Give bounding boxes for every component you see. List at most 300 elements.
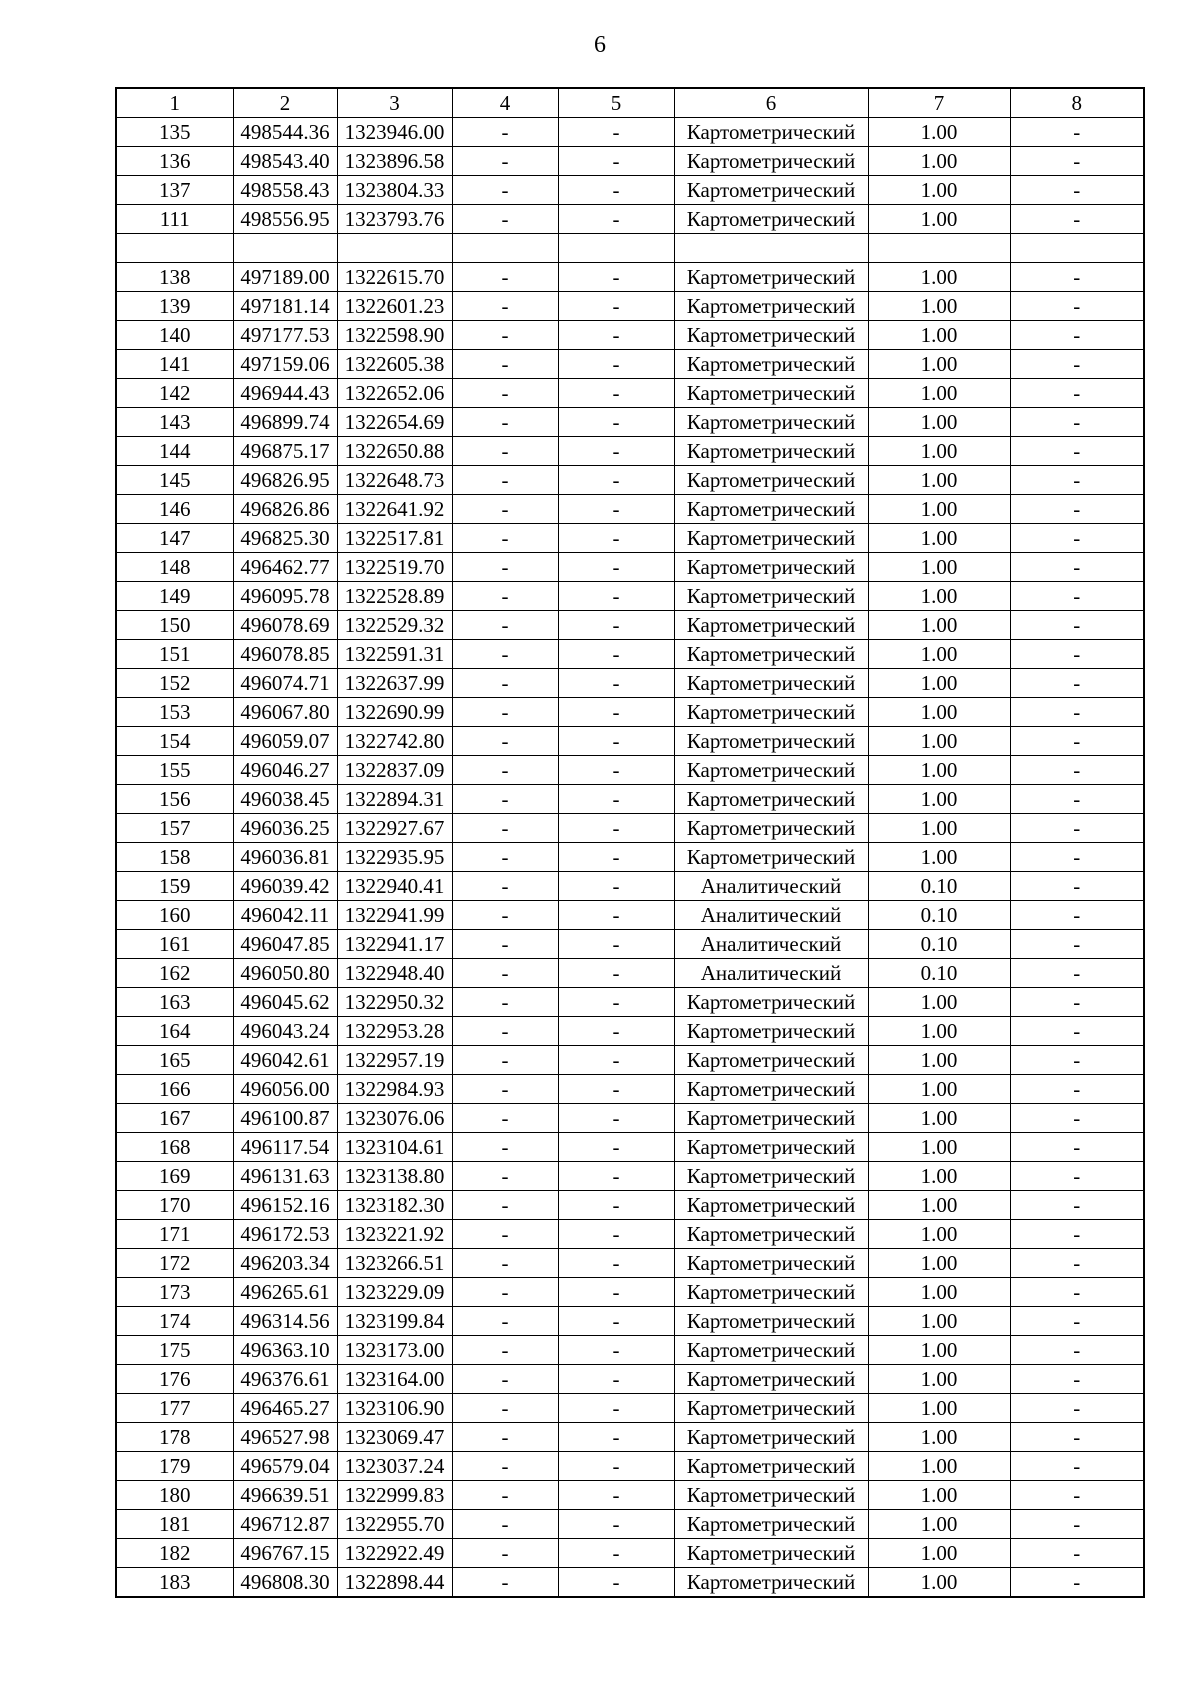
table-cell: - bbox=[558, 1452, 674, 1481]
table-cell: 1322941.99 bbox=[337, 901, 452, 930]
table-cell: Картометрический bbox=[674, 118, 868, 147]
table-cell: - bbox=[452, 437, 558, 466]
table-cell: 1323173.00 bbox=[337, 1336, 452, 1365]
table-cell: 160 bbox=[116, 901, 233, 930]
table-cell: 1322948.40 bbox=[337, 959, 452, 988]
table-cell: 165 bbox=[116, 1046, 233, 1075]
table-row bbox=[116, 1510, 1144, 1539]
table-cell: 496808.30 bbox=[233, 1568, 337, 1598]
table-cell: - bbox=[558, 814, 674, 843]
table-row bbox=[116, 1278, 1144, 1307]
table-cell: 1.00 bbox=[868, 727, 1010, 756]
table-cell: - bbox=[1010, 843, 1144, 872]
table-cell: - bbox=[558, 524, 674, 553]
table-cell: 167 bbox=[116, 1104, 233, 1133]
table-cell: 166 bbox=[116, 1075, 233, 1104]
table-cell: Картометрический bbox=[674, 582, 868, 611]
table-cell: - bbox=[558, 698, 674, 727]
table-cell: - bbox=[452, 1481, 558, 1510]
table-cell: - bbox=[452, 611, 558, 640]
table-cell: - bbox=[1010, 1365, 1144, 1394]
table-cell: 496095.78 bbox=[233, 582, 337, 611]
table-cell: 1323266.51 bbox=[337, 1249, 452, 1278]
table-cell: - bbox=[1010, 1481, 1144, 1510]
table-cell: - bbox=[1010, 1075, 1144, 1104]
table-cell: - bbox=[1010, 1307, 1144, 1336]
table-cell: Картометрический bbox=[674, 1162, 868, 1191]
table-cell: Картометрический bbox=[674, 669, 868, 698]
table-cell: - bbox=[1010, 147, 1144, 176]
table-row bbox=[116, 1220, 1144, 1249]
table-cell: 1.00 bbox=[868, 1249, 1010, 1278]
table-row bbox=[116, 466, 1144, 495]
table-row bbox=[116, 1365, 1144, 1394]
table-cell: 143 bbox=[116, 408, 233, 437]
table-cell: - bbox=[452, 263, 558, 292]
table-row bbox=[116, 176, 1144, 205]
table-cell: - bbox=[558, 205, 674, 234]
table-cell: 1323221.92 bbox=[337, 1220, 452, 1249]
table-cell: 158 bbox=[116, 843, 233, 872]
table-cell: 1322652.06 bbox=[337, 379, 452, 408]
table-row bbox=[116, 408, 1144, 437]
table-header-row bbox=[116, 88, 1144, 118]
table-cell: 164 bbox=[116, 1017, 233, 1046]
table-cell: - bbox=[1010, 1220, 1144, 1249]
table-cell: 161 bbox=[116, 930, 233, 959]
table-cell: 142 bbox=[116, 379, 233, 408]
table-cell: - bbox=[452, 1510, 558, 1539]
table-cell: 1.00 bbox=[868, 756, 1010, 785]
table-cell: - bbox=[452, 1162, 558, 1191]
table-cell: - bbox=[558, 1249, 674, 1278]
table-cell: - bbox=[452, 872, 558, 901]
table-cell: 0.10 bbox=[868, 959, 1010, 988]
table-cell: 1.00 bbox=[868, 1510, 1010, 1539]
table-cell: - bbox=[452, 466, 558, 495]
table-cell: - bbox=[558, 321, 674, 350]
table-row bbox=[116, 553, 1144, 582]
table-cell: 1.00 bbox=[868, 1336, 1010, 1365]
table-row bbox=[116, 582, 1144, 611]
table-cell: 496363.10 bbox=[233, 1336, 337, 1365]
table-cell: 1.00 bbox=[868, 988, 1010, 1017]
table-cell: 1322953.28 bbox=[337, 1017, 452, 1046]
table-cell: - bbox=[558, 1162, 674, 1191]
table-cell: - bbox=[1010, 640, 1144, 669]
table-cell: 1.00 bbox=[868, 582, 1010, 611]
table-cell: Картометрический bbox=[674, 1249, 868, 1278]
table-cell: 1322690.99 bbox=[337, 698, 452, 727]
table-cell: 0.10 bbox=[868, 872, 1010, 901]
table-cell: - bbox=[452, 292, 558, 321]
table-cell: - bbox=[452, 1017, 558, 1046]
column-header: 7 bbox=[868, 88, 1010, 118]
table-body bbox=[116, 118, 1144, 1598]
table-cell: 0.10 bbox=[868, 901, 1010, 930]
table-cell: - bbox=[452, 553, 558, 582]
table-cell bbox=[868, 234, 1010, 263]
table-cell: - bbox=[1010, 466, 1144, 495]
table-cell: 1323182.30 bbox=[337, 1191, 452, 1220]
table-row bbox=[116, 640, 1144, 669]
table-cell: 1.00 bbox=[868, 118, 1010, 147]
table-cell: 136 bbox=[116, 147, 233, 176]
table-cell: - bbox=[558, 263, 674, 292]
table-cell: 1323896.58 bbox=[337, 147, 452, 176]
table-cell: - bbox=[1010, 756, 1144, 785]
table-cell: - bbox=[1010, 669, 1144, 698]
table-cell: - bbox=[452, 1394, 558, 1423]
table-cell: 1.00 bbox=[868, 1481, 1010, 1510]
table-cell: 1322519.70 bbox=[337, 553, 452, 582]
table-cell: 496050.80 bbox=[233, 959, 337, 988]
table-cell: 1.00 bbox=[868, 1046, 1010, 1075]
table-cell: - bbox=[558, 437, 674, 466]
table-row bbox=[116, 1452, 1144, 1481]
table-cell: - bbox=[558, 582, 674, 611]
table-cell: - bbox=[1010, 1568, 1144, 1598]
table-cell: - bbox=[1010, 437, 1144, 466]
table-row bbox=[116, 379, 1144, 408]
table-cell: 159 bbox=[116, 872, 233, 901]
table-cell: Картометрический bbox=[674, 263, 868, 292]
table-cell: 1.00 bbox=[868, 1220, 1010, 1249]
table-cell: - bbox=[1010, 1104, 1144, 1133]
table-cell: 496465.27 bbox=[233, 1394, 337, 1423]
table-cell: 1.00 bbox=[868, 1104, 1010, 1133]
table-cell: 1.00 bbox=[868, 1162, 1010, 1191]
table-cell: 496826.86 bbox=[233, 495, 337, 524]
table-cell: 1.00 bbox=[868, 669, 1010, 698]
table-cell: 496039.42 bbox=[233, 872, 337, 901]
table-cell: - bbox=[452, 1539, 558, 1568]
table-cell: 496152.16 bbox=[233, 1191, 337, 1220]
table-cell: - bbox=[1010, 1046, 1144, 1075]
table-cell: - bbox=[558, 466, 674, 495]
table-row bbox=[116, 524, 1144, 553]
column-header: 3 bbox=[337, 88, 452, 118]
table-cell: 144 bbox=[116, 437, 233, 466]
table-cell: 171 bbox=[116, 1220, 233, 1249]
table-row bbox=[116, 147, 1144, 176]
table-cell: 496767.15 bbox=[233, 1539, 337, 1568]
table-cell: - bbox=[452, 640, 558, 669]
table-cell: Картометрический bbox=[674, 1365, 868, 1394]
table-cell: - bbox=[558, 1133, 674, 1162]
table-cell: - bbox=[1010, 1510, 1144, 1539]
table-cell: - bbox=[558, 1394, 674, 1423]
table-cell: 1323104.61 bbox=[337, 1133, 452, 1162]
table-cell: 496579.04 bbox=[233, 1452, 337, 1481]
table-cell: Картометрический bbox=[674, 1104, 868, 1133]
table-cell: 1322837.09 bbox=[337, 756, 452, 785]
table-cell: Картометрический bbox=[674, 1481, 868, 1510]
table-row bbox=[116, 901, 1144, 930]
table-cell: 1322999.83 bbox=[337, 1481, 452, 1510]
table-cell: Картометрический bbox=[674, 321, 868, 350]
table-cell: 496265.61 bbox=[233, 1278, 337, 1307]
table-cell: 138 bbox=[116, 263, 233, 292]
table-cell: - bbox=[1010, 1191, 1144, 1220]
table-cell: - bbox=[452, 1307, 558, 1336]
table-cell: 498558.43 bbox=[233, 176, 337, 205]
table-cell: Картометрический bbox=[674, 408, 868, 437]
table-cell: - bbox=[1010, 872, 1144, 901]
table-cell: - bbox=[558, 1191, 674, 1220]
table-cell: 169 bbox=[116, 1162, 233, 1191]
table-cell: 1.00 bbox=[868, 1191, 1010, 1220]
table-cell: - bbox=[1010, 524, 1144, 553]
table-cell: 1.00 bbox=[868, 408, 1010, 437]
table-cell: 1322935.95 bbox=[337, 843, 452, 872]
table-cell: - bbox=[1010, 727, 1144, 756]
table-row bbox=[116, 611, 1144, 640]
table-cell: Картометрический bbox=[674, 466, 868, 495]
table-cell: 1.00 bbox=[868, 292, 1010, 321]
table-cell: Картометрический bbox=[674, 1336, 868, 1365]
table-cell: 1.00 bbox=[868, 843, 1010, 872]
table-cell: - bbox=[558, 1220, 674, 1249]
table-cell: 1.00 bbox=[868, 1394, 1010, 1423]
table-cell: 152 bbox=[116, 669, 233, 698]
table-cell: 181 bbox=[116, 1510, 233, 1539]
table-row bbox=[116, 1191, 1144, 1220]
table-cell: 156 bbox=[116, 785, 233, 814]
table-cell: 496074.71 bbox=[233, 669, 337, 698]
table-cell: Картометрический bbox=[674, 1278, 868, 1307]
table-cell: - bbox=[452, 1278, 558, 1307]
table-cell: 1.00 bbox=[868, 524, 1010, 553]
table-cell: 497177.53 bbox=[233, 321, 337, 350]
table-cell: 496042.61 bbox=[233, 1046, 337, 1075]
table-row bbox=[116, 321, 1144, 350]
table-cell: 145 bbox=[116, 466, 233, 495]
table-row bbox=[116, 495, 1144, 524]
table-cell: Картометрический bbox=[674, 1539, 868, 1568]
table-cell: 496172.53 bbox=[233, 1220, 337, 1249]
table-cell: 1322601.23 bbox=[337, 292, 452, 321]
table-cell: - bbox=[452, 1452, 558, 1481]
table-cell: - bbox=[452, 1249, 558, 1278]
table-cell: - bbox=[1010, 408, 1144, 437]
table-row bbox=[116, 1423, 1144, 1452]
table-cell: 496046.27 bbox=[233, 756, 337, 785]
table-cell: - bbox=[1010, 1249, 1144, 1278]
table-row bbox=[116, 872, 1144, 901]
table-row bbox=[116, 205, 1144, 234]
table-cell: - bbox=[558, 901, 674, 930]
table-cell: Картометрический bbox=[674, 292, 868, 321]
table-cell: 1.00 bbox=[868, 1423, 1010, 1452]
table-cell: 496712.87 bbox=[233, 1510, 337, 1539]
table-cell: Картометрический bbox=[674, 1191, 868, 1220]
table-cell: 157 bbox=[116, 814, 233, 843]
column-header: 5 bbox=[558, 88, 674, 118]
table-cell: - bbox=[1010, 1452, 1144, 1481]
table-cell: - bbox=[558, 1075, 674, 1104]
table-cell: - bbox=[452, 988, 558, 1017]
table-row bbox=[116, 1539, 1144, 1568]
table-row bbox=[116, 1075, 1144, 1104]
table-row bbox=[116, 1336, 1144, 1365]
table-cell: - bbox=[452, 1423, 558, 1452]
table-cell: - bbox=[1010, 350, 1144, 379]
table-cell: - bbox=[558, 843, 674, 872]
table-cell: - bbox=[452, 843, 558, 872]
table-cell: - bbox=[452, 1046, 558, 1075]
table-cell: 1323229.09 bbox=[337, 1278, 452, 1307]
table-cell: Картометрический bbox=[674, 147, 868, 176]
table-cell: 1.00 bbox=[868, 553, 1010, 582]
table-cell: - bbox=[558, 1336, 674, 1365]
table-cell bbox=[337, 234, 452, 263]
table-cell bbox=[233, 234, 337, 263]
table-cell: Картометрический bbox=[674, 1423, 868, 1452]
table-cell: 182 bbox=[116, 1539, 233, 1568]
table-cell: 1322637.99 bbox=[337, 669, 452, 698]
table-cell: - bbox=[452, 1365, 558, 1394]
table-cell: 1322742.80 bbox=[337, 727, 452, 756]
table-cell: - bbox=[558, 640, 674, 669]
table-cell: - bbox=[558, 495, 674, 524]
table-cell: 1322648.73 bbox=[337, 466, 452, 495]
table-cell: 1.00 bbox=[868, 611, 1010, 640]
table-cell: 170 bbox=[116, 1191, 233, 1220]
table-cell: - bbox=[558, 1278, 674, 1307]
table-cell: Картометрический bbox=[674, 1452, 868, 1481]
table-cell: Картометрический bbox=[674, 1568, 868, 1598]
table-cell: 172 bbox=[116, 1249, 233, 1278]
table-cell: - bbox=[558, 379, 674, 408]
table-row bbox=[116, 1162, 1144, 1191]
table-row bbox=[116, 698, 1144, 727]
table-cell: - bbox=[558, 959, 674, 988]
table-row bbox=[116, 1133, 1144, 1162]
table-row bbox=[116, 930, 1144, 959]
table-cell: Картометрический bbox=[674, 1075, 868, 1104]
table-cell: Картометрический bbox=[674, 379, 868, 408]
table-cell: Картометрический bbox=[674, 785, 868, 814]
table-row bbox=[116, 1568, 1144, 1598]
table-cell: 1322598.90 bbox=[337, 321, 452, 350]
table-row bbox=[116, 959, 1144, 988]
table-cell: 139 bbox=[116, 292, 233, 321]
table-cell: 496078.85 bbox=[233, 640, 337, 669]
table-cell: 1.00 bbox=[868, 205, 1010, 234]
table-row bbox=[116, 350, 1144, 379]
table-cell: 1322922.49 bbox=[337, 1539, 452, 1568]
table-cell: 1323793.76 bbox=[337, 205, 452, 234]
table-cell: - bbox=[1010, 1336, 1144, 1365]
table-cell: 496056.00 bbox=[233, 1075, 337, 1104]
table-cell: 1.00 bbox=[868, 814, 1010, 843]
table-cell: 1.00 bbox=[868, 1075, 1010, 1104]
table-row bbox=[116, 988, 1144, 1017]
table-cell: Картометрический bbox=[674, 350, 868, 379]
table-cell: 496462.77 bbox=[233, 553, 337, 582]
table-cell: 111 bbox=[116, 205, 233, 234]
table-cell: 1.00 bbox=[868, 1452, 1010, 1481]
table-cell: 496527.98 bbox=[233, 1423, 337, 1452]
table-cell: 1323069.47 bbox=[337, 1423, 452, 1452]
table-cell: - bbox=[1010, 1539, 1144, 1568]
table-cell: - bbox=[452, 495, 558, 524]
table-cell: - bbox=[452, 1191, 558, 1220]
table-cell: - bbox=[558, 669, 674, 698]
table-cell: 1.00 bbox=[868, 1568, 1010, 1598]
table-row bbox=[116, 1104, 1144, 1133]
table-cell: - bbox=[1010, 205, 1144, 234]
table-cell: - bbox=[558, 872, 674, 901]
table-cell: - bbox=[1010, 1162, 1144, 1191]
table-cell: 498544.36 bbox=[233, 118, 337, 147]
column-header: 1 bbox=[116, 88, 233, 118]
table-cell: 496825.30 bbox=[233, 524, 337, 553]
page-number: 6 bbox=[594, 32, 606, 58]
table-row bbox=[116, 292, 1144, 321]
table-cell: 1.00 bbox=[868, 263, 1010, 292]
table-cell: 1.00 bbox=[868, 379, 1010, 408]
table-cell: - bbox=[1010, 263, 1144, 292]
table-cell: 1322591.31 bbox=[337, 640, 452, 669]
table-cell: - bbox=[1010, 582, 1144, 611]
table-cell: - bbox=[452, 698, 558, 727]
table-row bbox=[116, 1249, 1144, 1278]
table-cell: 174 bbox=[116, 1307, 233, 1336]
table-cell: 141 bbox=[116, 350, 233, 379]
table-cell: - bbox=[558, 147, 674, 176]
table-cell: - bbox=[1010, 553, 1144, 582]
table-cell: Аналитический bbox=[674, 901, 868, 930]
table-row bbox=[116, 234, 1144, 263]
table-cell: 1.00 bbox=[868, 321, 1010, 350]
table-cell: - bbox=[1010, 1017, 1144, 1046]
table-cell: - bbox=[1010, 698, 1144, 727]
table-cell: - bbox=[452, 350, 558, 379]
table-cell: 1322615.70 bbox=[337, 263, 452, 292]
table-cell: 496045.62 bbox=[233, 988, 337, 1017]
table-cell: 496203.34 bbox=[233, 1249, 337, 1278]
table-cell: 1322641.92 bbox=[337, 495, 452, 524]
table-cell: - bbox=[452, 1568, 558, 1598]
table-cell bbox=[558, 234, 674, 263]
table-cell: - bbox=[452, 379, 558, 408]
table-row bbox=[116, 1307, 1144, 1336]
table-cell: 151 bbox=[116, 640, 233, 669]
table-cell: - bbox=[452, 901, 558, 930]
table-row bbox=[116, 727, 1144, 756]
table-cell: 1.00 bbox=[868, 437, 1010, 466]
table-cell: Картометрический bbox=[674, 495, 868, 524]
table-cell: 1323076.06 bbox=[337, 1104, 452, 1133]
table-cell: 1322955.70 bbox=[337, 1510, 452, 1539]
table-cell: 1322650.88 bbox=[337, 437, 452, 466]
table-cell: - bbox=[452, 756, 558, 785]
table-cell: 496036.81 bbox=[233, 843, 337, 872]
table-cell: - bbox=[1010, 611, 1144, 640]
table-cell: 1322529.32 bbox=[337, 611, 452, 640]
table-cell: 149 bbox=[116, 582, 233, 611]
table-row bbox=[116, 1017, 1144, 1046]
table-cell: Картометрический bbox=[674, 640, 868, 669]
table-cell: - bbox=[558, 756, 674, 785]
table-cell: 1322605.38 bbox=[337, 350, 452, 379]
table-cell: - bbox=[452, 118, 558, 147]
table-row bbox=[116, 1046, 1144, 1075]
table-cell: 496059.07 bbox=[233, 727, 337, 756]
table-cell: 1322898.44 bbox=[337, 1568, 452, 1598]
